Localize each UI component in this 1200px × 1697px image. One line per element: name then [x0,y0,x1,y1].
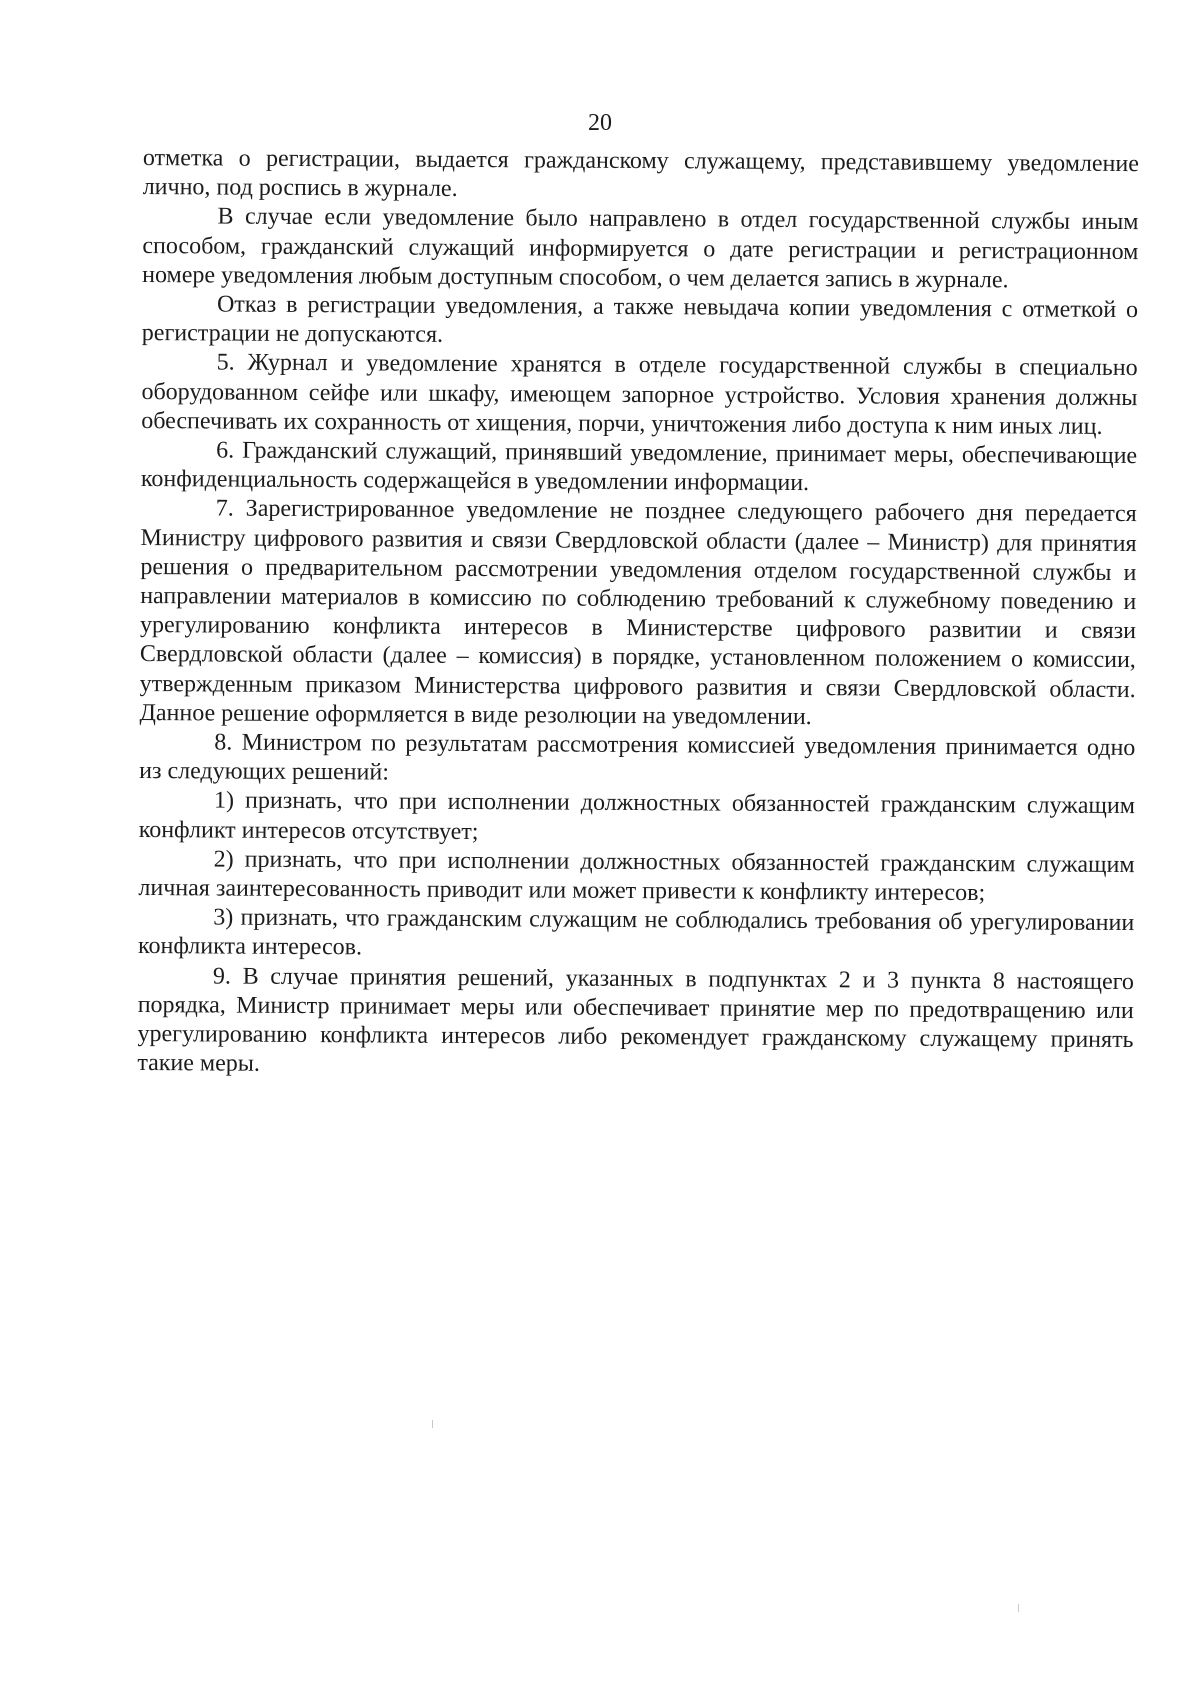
paragraph-item-6: 6. Гражданский служащий, принявший уведомление, принимает меры, обеспечивающие конфиденциальность содержащейся в уведомлении информации. [140,437,1138,497]
paragraph-refusal-not-allowed: Отказ в регистрации уведомления, а также невыдача копии уведомления с отметкой о регистрации не допускаются. [141,291,1139,349]
paragraph-item-5: 5. Журнал и уведомление хранятся в отделе государственной службы в специально оборудованном сейфе или шкафу, имеющем запорное устройство. Условия хранения должны обеспечивать их сохранность от хищения, порчи, уничтожения либо доступа к ним иных лиц. [141,349,1138,440]
document-body [137,144,1139,1085]
paragraph-item-7: 7. Зарегистрированное уведомление не позднее следующего рабочего дня передается Министру цифрового развития и связи Свердловской области (далее – Министр) для принятия решения о предварительном рассмотрении уведомления отделом государственной службы и направлении материалов в комиссию по соблюдению требований к служебному поведению и урегулированию конфликта интересов в Министерстве цифрового развитии и связи Свердловской области (далее – комиссия) в порядке, установленном положением о комиссии, утвержденным приказом Министерства цифрового развития и связи Свердловской области. Данное решение оформляется в виде резолюции на уведомлении. [139,495,1137,730]
paragraph-item-8: 8. Министром по результатам рассмотрения комиссией уведомления принимается одно из следующих решений: [139,729,1136,786]
subitem-8-1: 1) признать, что при исполнении должностных обязанностей гражданским служащим конфликт интересов отсутствует; [138,787,1136,845]
paragraph-other-delivery: В случае если уведомление было направлено в отдел государственной службы иным способом, гражданский служащий информируется о дате регистрации и регистрационном номере уведомления любым доступным способом, о чем делается запись в журнале. [142,203,1139,294]
scan-speck [432,1420,433,1428]
page-number: 20 [588,110,612,136]
paragraph-registration-mark: отметка о регистрации, выдается гражданскому служащему, представившему уведомление лично, под роспись в журнале. [142,144,1139,203]
paragraph-item-9: 9. В случае принятия решений, указанных в подпунктах 2 и 3 пункта 8 настоящего порядка, Министр принимает меры или обеспечивает принятие мер по предотвращению или урегулированию конфликта интересов либо рекомендует гражданскому служащему принять такие меры. [137,963,1134,1078]
subitem-8-3: 3) признать, что гражданским служащим не соблюдались требования об урегулировании конфликта интересов. [138,904,1135,961]
subitem-8-2: 2) признать, что при исполнении должностных обязанностей гражданским служащим личная заинтересованность приводит или может привести к конфликту интересов; [138,846,1135,907]
scan-speck [1018,1604,1019,1612]
